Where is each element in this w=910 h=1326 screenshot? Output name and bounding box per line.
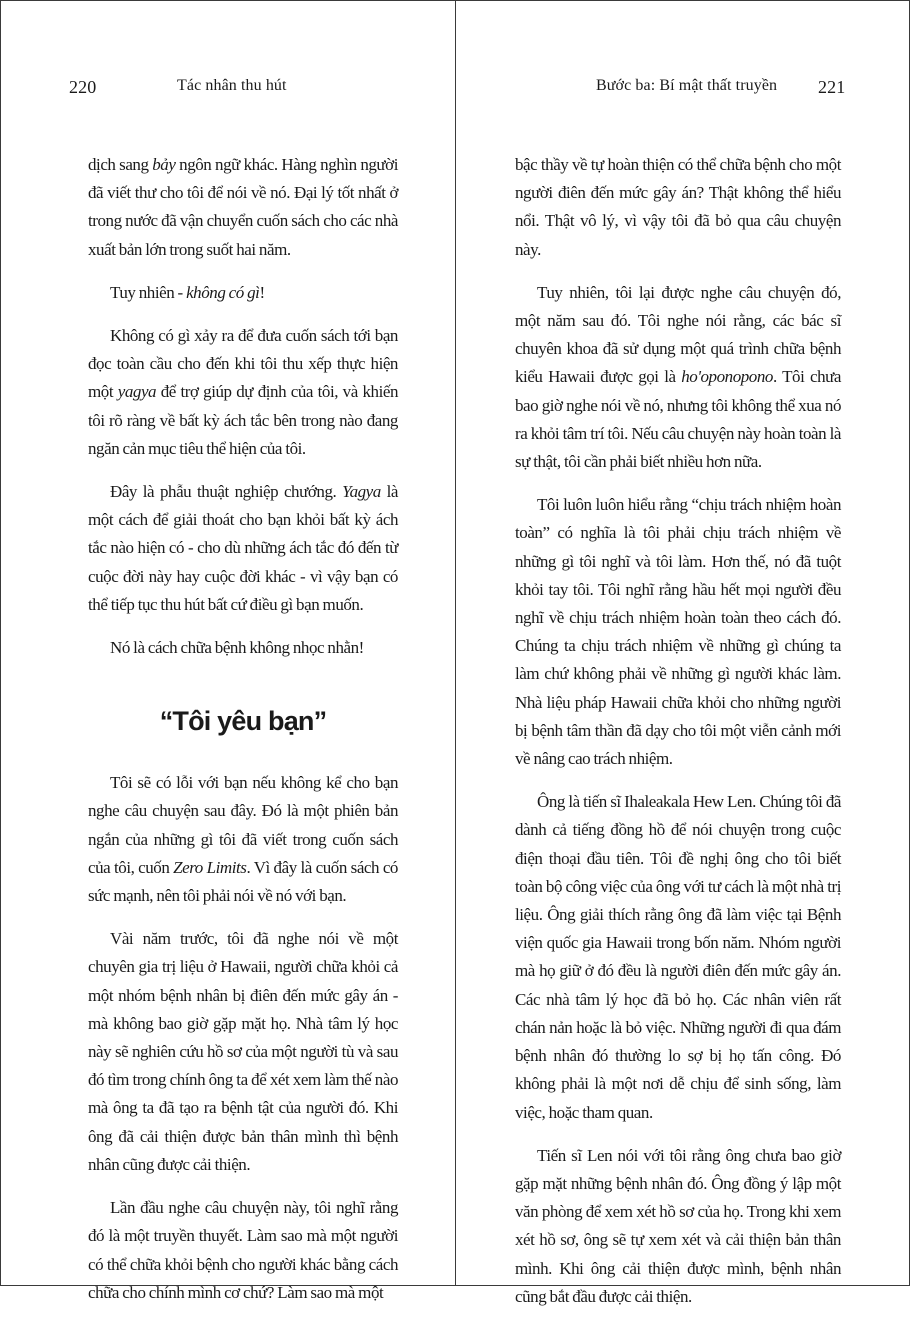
- right-page-body: [515, 151, 841, 1326]
- paragraph: Ông là tiến sĩ Ihaleakala Hew Len. Chúng tôi đã dành cả tiếng đồng hồ để nói chuyện trong cuộc điện thoại đầu tiên. Tôi đề nghị ông cho tôi biết toàn bộ công việc của ông với tư cách là một nhà trị liệu. Ông giải thích rằng ông đã làm việc tại Bệnh viện quốc gia Hawaii trong bốn năm. Nhóm người mà họ giữ ở đó đều là người điên đến mức gây án. Các nhà tâm lý học đã bỏ họ. Các nhân viên rất chán nản hoặc là bỏ việc. Những người đi qua đám bệnh nhân đó thường lo sợ bị họ tấn công. Đó không phải là một nơi dễ chịu để sinh sống, làm việc, hoặc tham quan.: [515, 792, 841, 1122]
- running-header: Tác nhân thu hút: [177, 77, 287, 94]
- page-number: 221: [818, 77, 846, 97]
- paragraph: Tôi sẽ có lỗi với bạn nếu không kể cho bạn nghe câu chuyện sau đây. Đó là một phiên bản ngắn của những gì tôi đã viết trong cuốn sách của tôi, cuốn Zero Limits. Vì đây là cuốn sách có sức mạnh, nên tôi phải nói về nó với bạn.: [88, 773, 398, 906]
- paragraph: Tuy nhiên, tôi lại được nghe câu chuyện đó, một năm sau đó. Tôi nghe nói rằng, các bác sĩ chuyên khoa đã sử dụng một quá trình chữa bệnh kiểu Hawaii được gọi là ho'oponopono. Tôi chưa bao giờ nghe nói về nó, nhưng tôi không thể xua nó ra khỏi tâm trí tôi. Nếu câu chuyện này hoàn toàn là sự thật, tôi cần phải biết nhiều hơn nữa.: [515, 282, 841, 472]
- page-number: 220: [69, 77, 97, 97]
- paragraph: bậc thầy về tự hoàn thiện có thể chữa bệnh cho một người điên đến mức gây án? Thật không thể hiểu nổi. Thật vô lý, vì vậy tôi đã bỏ qua câu chuyện này.: [515, 155, 841, 259]
- left-page: [1, 1, 455, 1302]
- section-heading: “Tôi yêu bạn”: [159, 706, 327, 737]
- paragraph: Nó là cách chữa bệnh không nhọc nhằn!: [110, 638, 364, 658]
- paragraph: Tuy nhiên - không có gì!: [110, 282, 265, 302]
- paragraph: Đây là phẫu thuật nghiệp chướng. Yagya là một cách để giải thoát cho bạn khỏi bất kỳ ách tắc nào hiện có - cho dù những ách tắc đó đến từ cuộc đời này hay cuộc đời khác - vì vậy bạn có thể tiếp tục thu hút bất cứ điều gì bạn muốn.: [88, 482, 399, 614]
- paragraph: Tiến sĩ Len nói với tôi rằng ông chưa bao giờ gặp mặt những bệnh nhân đó. Ông đồng ý lập một văn phòng để xem xét hồ sơ của họ. Trong khi xem xét hồ sơ, ông sẽ tự xem xét và cải thiện bản thân mình. Khi ông cải thiện được mình, bệnh nhân cũng bắt đầu được cải thiện.: [515, 1145, 841, 1306]
- left-page-body: [88, 151, 398, 1322]
- paragraph: Lần đầu nghe câu chuyện này, tôi nghĩ rằng đó là một truyền thuyết. Làm sao mà một người có thể chữa khỏi bệnh cho người khác bằng cách chữa cho chính mình cơ chứ? Làm sao mà một: [88, 1198, 398, 1302]
- paragraph: Vài năm trước, tôi đã nghe nói về một chuyên gia trị liệu ở Hawaii, người chữa khỏi cả một nhóm bệnh nhân bị điên đến mức gây án - mà không bao giờ gặp mặt họ. Nhà tâm lý học này sẽ nghiên cứu hồ sơ của một người tù và sau đó tìm trong chính ông ta để xét xem làm thế nào mà ông ta đã tạo ra bệnh tật của người đó. Khi ông đã cải thiện được bản thân mình thì bệnh nhân cũng được cải thiện.: [88, 929, 398, 1174]
- right-page: [456, 1, 910, 1306]
- paragraph: Không có gì xảy ra để đưa cuốn sách tới bạn đọc toàn cầu cho đến khi tôi thu xếp thực hiện một yagya để trợ giúp dự định của tôi, và khiến tôi rõ ràng về bất kỳ ách tắc bên trong nào đang ngăn cản mục tiêu thể hiện của tôi.: [88, 326, 398, 458]
- running-header: Bước ba: Bí mật thất truyền: [596, 77, 778, 94]
- paragraph: dịch sang bảy ngôn ngữ khác. Hàng nghìn người đã viết thư cho tôi để nói về nó. Đại lý tốt nhất ở trong nước đã vận chuyển cuốn sách cho các nhà xuất bản lớn trong suốt hai năm.: [88, 155, 398, 259]
- paragraph: Tôi luôn luôn hiểu rằng “chịu trách nhiệm hoàn toàn” có nghĩa là tôi phải chịu trách nhiệm về những gì tôi nghĩ và tôi làm. Hơn thế, nó đã tuột khỏi tay tôi. Tôi nghĩ rằng hầu hết mọi người đều nghĩ về chịu trách nhiệm hoàn toàn theo cách đó. Chúng ta chịu trách nhiệm về những gì chúng ta làm chứ không phải về những gì người khác làm. Nhà liệu pháp Hawaii chữa khỏi cho những người bị bệnh tâm thần đã dạy cho tôi một viễn cảnh mới về nâng cao trách nhiệm.: [515, 495, 841, 769]
